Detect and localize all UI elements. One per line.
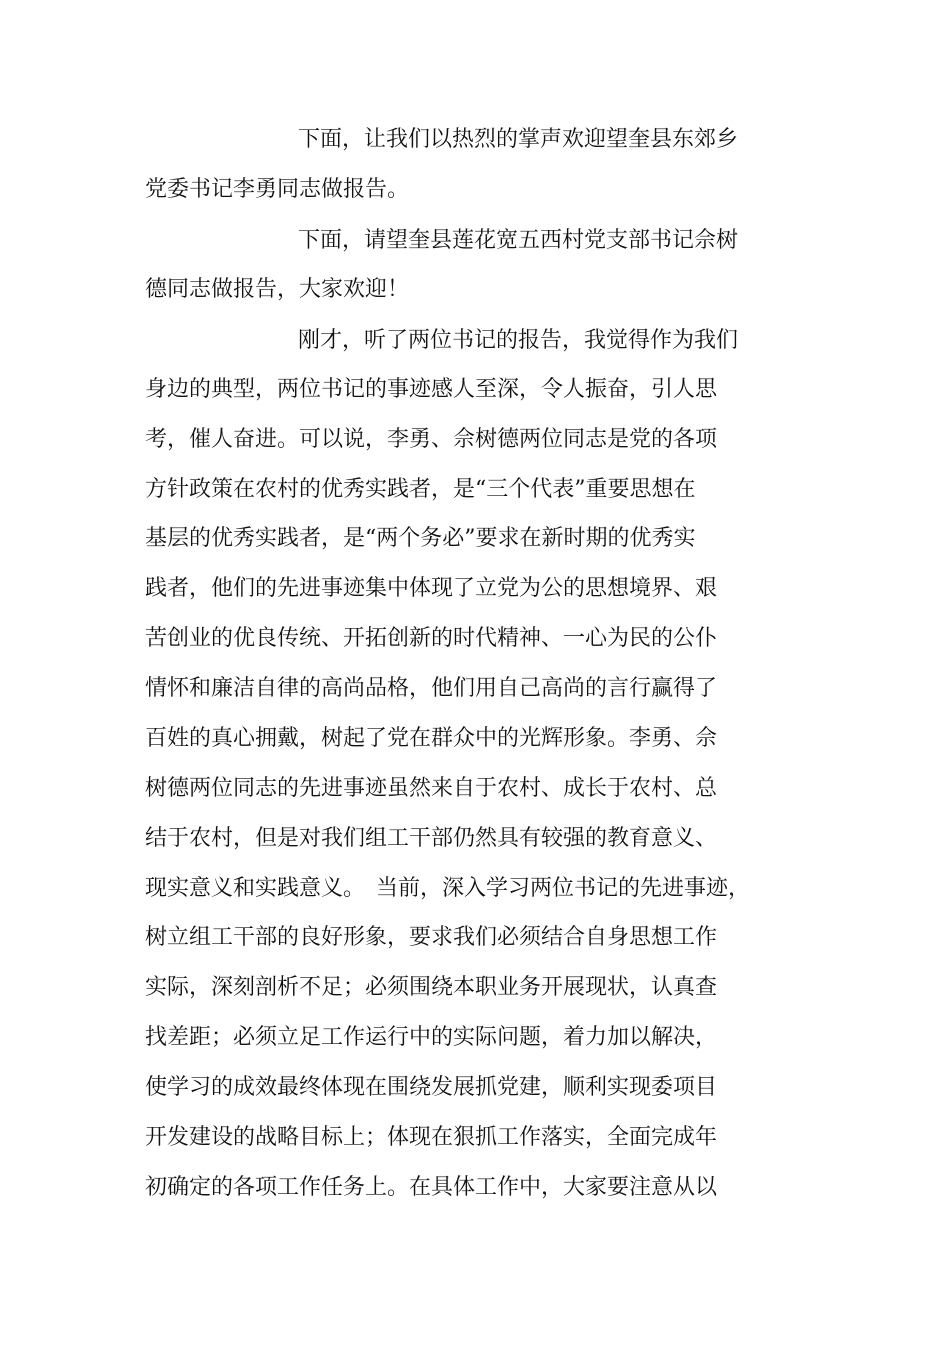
text-line: 找差距；必须立足工作运行中的实际问题，着力加以解决， — [145, 1025, 718, 1050]
text-line: 德同志做报告，大家欢迎！ — [145, 277, 410, 302]
text-line: 实际，深刻剖析不足；必须围绕本职业务开展现状，认真查 — [145, 975, 718, 1000]
text-line: 结于农村，但是对我们组工干部仍然具有较强的教育意义、 — [145, 826, 718, 851]
text-line: 身边的典型，两位书记的事迹感人至深，令人振奋，引人思 — [145, 377, 718, 402]
text-line: 苦创业的优良传统、开拓创新的时代精神、一心为民的公仆 — [145, 626, 718, 651]
text-line: 下面，让我们以热烈的掌声欢迎望奎县东郊乡 — [298, 127, 739, 152]
text-line: 现实意义和实践意义。 当前，深入学习两位书记的先进事迹， — [145, 876, 751, 901]
text-line: 初确定的各项工作任务上。在具体工作中，大家要注意从以 — [145, 1175, 718, 1200]
text-line: 践者，他们的先进事迹集中体现了立党为公的思想境界、艰 — [145, 576, 718, 601]
text-line: 党委书记李勇同志做报告。 — [145, 177, 410, 202]
text-line: 考，催人奋进。可以说，李勇、佘树德两位同志是党的各项 — [145, 427, 718, 452]
text-line: 基层的优秀实践者，是“两个务必”要求在新时期的优秀实 — [145, 526, 696, 551]
text-line: 方针政策在农村的优秀实践者，是“三个代表”重要思想在 — [145, 477, 696, 502]
text-line: 树德两位同志的先进事迹虽然来自于农村、成长于农村、总 — [145, 776, 718, 801]
text-line: 开发建设的战略目标上；体现在狠抓工作落实，全面完成年 — [145, 1125, 718, 1150]
text-line: 刚才，听了两位书记的报告，我觉得作为我们 — [298, 328, 739, 353]
text-line: 情怀和廉洁自律的高尚品格，他们用自己高尚的言行赢得了 — [145, 676, 718, 701]
text-line: 下面，请望奎县莲花宽五西村党支部书记佘树 — [298, 228, 739, 253]
text-line: 使学习的成效最终体现在围绕发展抓党建，顺利实现委项目 — [145, 1075, 718, 1100]
text-line: 百姓的真心拥戴，树起了党在群众中的光辉形象。李勇、佘 — [145, 726, 718, 751]
text-line: 树立组工干部的良好形象，要求我们必须结合自身思想工作 — [145, 925, 718, 950]
